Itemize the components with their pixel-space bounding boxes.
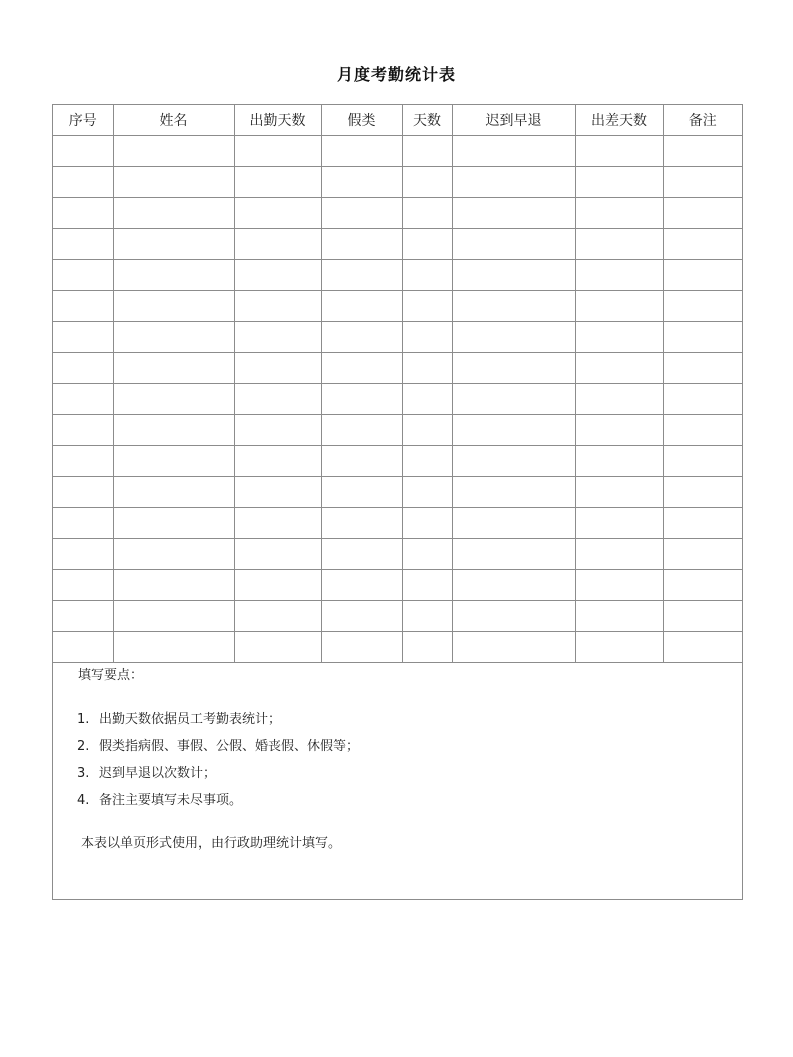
table-cell[interactable] (321, 570, 402, 601)
table-cell[interactable] (452, 632, 575, 663)
note-number: 1. (77, 712, 90, 727)
table-cell[interactable] (113, 539, 234, 570)
header-cell-name: 姓名 (113, 105, 234, 136)
table-cell[interactable] (663, 601, 742, 632)
table-cell[interactable] (402, 508, 452, 539)
table-row (53, 601, 742, 632)
header-cell-leave-type: 假类 (321, 105, 402, 136)
table-row (53, 415, 742, 446)
table-cell[interactable] (234, 415, 321, 446)
table-cell[interactable] (575, 291, 663, 322)
table-row (53, 508, 742, 539)
table-cell[interactable] (321, 167, 402, 198)
table-cell[interactable] (402, 415, 452, 446)
table-row (53, 477, 742, 508)
table-cell[interactable] (53, 632, 113, 663)
table-cell[interactable] (663, 291, 742, 322)
table-cell[interactable] (53, 198, 113, 229)
table-cell[interactable] (321, 415, 402, 446)
table-cell[interactable] (575, 508, 663, 539)
note-text: 出勤天数依据员工考勤表统计； (99, 712, 282, 727)
table-cell[interactable] (113, 291, 234, 322)
table-cell[interactable] (452, 136, 575, 167)
table-cell[interactable] (402, 260, 452, 291)
table-cell[interactable] (321, 508, 402, 539)
table-cell[interactable] (452, 477, 575, 508)
table-cell[interactable] (321, 384, 402, 415)
table-cell[interactable] (452, 198, 575, 229)
table-cell[interactable] (663, 322, 742, 353)
table-cell[interactable] (452, 260, 575, 291)
table-cell[interactable] (113, 198, 234, 229)
table-cell[interactable] (321, 136, 402, 167)
table-cell[interactable] (663, 477, 742, 508)
table-cell[interactable] (663, 570, 742, 601)
table-cell[interactable] (452, 508, 575, 539)
table-cell[interactable] (452, 353, 575, 384)
table-cell[interactable] (113, 415, 234, 446)
table-row (53, 570, 742, 601)
table-cell[interactable] (402, 167, 452, 198)
table-cell[interactable] (575, 446, 663, 477)
table-cell[interactable] (113, 477, 234, 508)
table-cell[interactable] (321, 446, 402, 477)
table-cell[interactable] (402, 446, 452, 477)
table-cell[interactable] (402, 539, 452, 570)
table-cell[interactable] (53, 136, 113, 167)
table-cell[interactable] (321, 539, 402, 570)
table-cell[interactable] (575, 601, 663, 632)
table-cell[interactable] (53, 508, 113, 539)
attendance-table (53, 105, 742, 663)
table-cell[interactable] (575, 477, 663, 508)
table-cell[interactable] (113, 322, 234, 353)
table-cell[interactable] (663, 539, 742, 570)
table-cell[interactable] (113, 229, 234, 260)
note-text: 迟到早退以次数计； (99, 766, 217, 781)
table-cell[interactable] (452, 167, 575, 198)
table-cell[interactable] (113, 353, 234, 384)
header-cell-attendance-days: 出勤天数 (234, 105, 321, 136)
table-cell[interactable] (575, 167, 663, 198)
table-cell[interactable] (575, 260, 663, 291)
table-cell[interactable] (113, 508, 234, 539)
table-cell[interactable] (402, 601, 452, 632)
notes-list (77, 711, 359, 819)
table-cell[interactable] (402, 291, 452, 322)
table-row (53, 446, 742, 477)
table-cell[interactable] (113, 446, 234, 477)
table-cell[interactable] (402, 353, 452, 384)
table-cell[interactable] (234, 198, 321, 229)
table-cell[interactable] (663, 260, 742, 291)
table-cell[interactable] (53, 446, 113, 477)
table-row (53, 539, 742, 570)
table-cell[interactable] (321, 477, 402, 508)
table-cell[interactable] (321, 353, 402, 384)
table-cell[interactable] (234, 136, 321, 167)
table-cell[interactable] (234, 477, 321, 508)
table-cell[interactable] (575, 136, 663, 167)
table-cell[interactable] (113, 136, 234, 167)
table-cell[interactable] (663, 353, 742, 384)
header-cell-index: 序号 (53, 105, 113, 136)
table-row (53, 291, 742, 322)
table-cell[interactable] (663, 167, 742, 198)
table-cell[interactable] (234, 384, 321, 415)
table-cell[interactable] (575, 353, 663, 384)
table-row (53, 384, 742, 415)
note-text: 备注主要填写未尽事项。 (99, 793, 243, 808)
note-number: 3. (77, 766, 90, 781)
table-cell[interactable] (53, 601, 113, 632)
table-cell[interactable] (53, 384, 113, 415)
table-cell[interactable] (234, 632, 321, 663)
table-cell[interactable] (663, 508, 742, 539)
note-number: 2. (77, 739, 90, 754)
table-row (53, 229, 742, 260)
table-cell[interactable] (402, 477, 452, 508)
note-item (77, 711, 359, 738)
notes-footer: 本表以单页形式使用，由行政助理统计填写。 (81, 836, 342, 851)
table-cell[interactable] (402, 229, 452, 260)
note-item (77, 792, 359, 819)
note-text: 假类指病假、事假、公假、婚丧假、休假等； (99, 739, 360, 754)
table-cell[interactable] (663, 446, 742, 477)
table-cell[interactable] (234, 353, 321, 384)
table-cell[interactable] (113, 632, 234, 663)
table-cell[interactable] (575, 384, 663, 415)
table-cell[interactable] (402, 632, 452, 663)
table-cell[interactable] (575, 632, 663, 663)
table-cell[interactable] (113, 260, 234, 291)
table-cell[interactable] (402, 322, 452, 353)
table-cell[interactable] (53, 322, 113, 353)
table-cell[interactable] (53, 570, 113, 601)
table-cell[interactable] (321, 198, 402, 229)
table-row (53, 353, 742, 384)
table-cell[interactable] (402, 136, 452, 167)
table-cell[interactable] (575, 322, 663, 353)
table-cell[interactable] (452, 322, 575, 353)
table-cell[interactable] (663, 415, 742, 446)
table-cell[interactable] (452, 229, 575, 260)
note-number: 4. (77, 793, 90, 808)
table-cell[interactable] (53, 291, 113, 322)
table-cell[interactable] (321, 601, 402, 632)
table-cell[interactable] (452, 539, 575, 570)
table-body (53, 136, 742, 663)
note-item (77, 765, 359, 792)
table-cell[interactable] (113, 601, 234, 632)
table-cell[interactable] (53, 539, 113, 570)
table-cell[interactable] (113, 167, 234, 198)
table-cell[interactable] (234, 167, 321, 198)
attendance-sheet (52, 104, 743, 900)
table-cell[interactable] (53, 477, 113, 508)
table-cell[interactable] (452, 291, 575, 322)
table-cell[interactable] (234, 539, 321, 570)
table-cell[interactable] (321, 260, 402, 291)
table-cell[interactable] (234, 322, 321, 353)
table-cell[interactable] (575, 539, 663, 570)
table-cell[interactable] (321, 291, 402, 322)
table-row (53, 322, 742, 353)
notes-heading: 填写要点： (78, 668, 144, 683)
table-cell[interactable] (402, 198, 452, 229)
table-cell[interactable] (113, 384, 234, 415)
table-cell[interactable] (575, 570, 663, 601)
table-cell[interactable] (53, 415, 113, 446)
table-cell[interactable] (321, 229, 402, 260)
table-cell[interactable] (402, 384, 452, 415)
table-row (53, 260, 742, 291)
table-cell[interactable] (234, 601, 321, 632)
note-item (77, 738, 359, 765)
table-cell[interactable] (234, 570, 321, 601)
table-cell[interactable] (575, 415, 663, 446)
table-cell[interactable] (113, 570, 234, 601)
table-cell[interactable] (452, 601, 575, 632)
table-cell[interactable] (575, 198, 663, 229)
table-cell[interactable] (234, 291, 321, 322)
table-cell[interactable] (234, 260, 321, 291)
table-cell[interactable] (234, 508, 321, 539)
table-cell[interactable] (663, 384, 742, 415)
table-cell[interactable] (452, 446, 575, 477)
table-cell[interactable] (452, 415, 575, 446)
header-cell-remarks: 备注 (663, 105, 742, 136)
table-cell[interactable] (402, 570, 452, 601)
table-row (53, 136, 742, 167)
table-cell[interactable] (321, 632, 402, 663)
table-cell[interactable] (53, 260, 113, 291)
table-cell[interactable] (663, 136, 742, 167)
header-row (53, 105, 742, 136)
table-cell[interactable] (53, 229, 113, 260)
table-cell[interactable] (452, 570, 575, 601)
table-cell[interactable] (234, 229, 321, 260)
table-cell[interactable] (663, 198, 742, 229)
table-cell[interactable] (663, 229, 742, 260)
table-cell[interactable] (452, 384, 575, 415)
header-cell-business-trip-days: 出差天数 (575, 105, 663, 136)
table-cell[interactable] (575, 229, 663, 260)
table-cell[interactable] (53, 167, 113, 198)
table-cell[interactable] (234, 446, 321, 477)
table-cell[interactable] (663, 632, 742, 663)
table-cell[interactable] (321, 322, 402, 353)
table-row (53, 632, 742, 663)
page-title: 月度考勤统计表 (336, 65, 456, 84)
header-cell-days: 天数 (402, 105, 452, 136)
table-cell[interactable] (53, 353, 113, 384)
header-cell-late-early: 迟到早退 (452, 105, 575, 136)
table-row (53, 167, 742, 198)
table-row (53, 198, 742, 229)
